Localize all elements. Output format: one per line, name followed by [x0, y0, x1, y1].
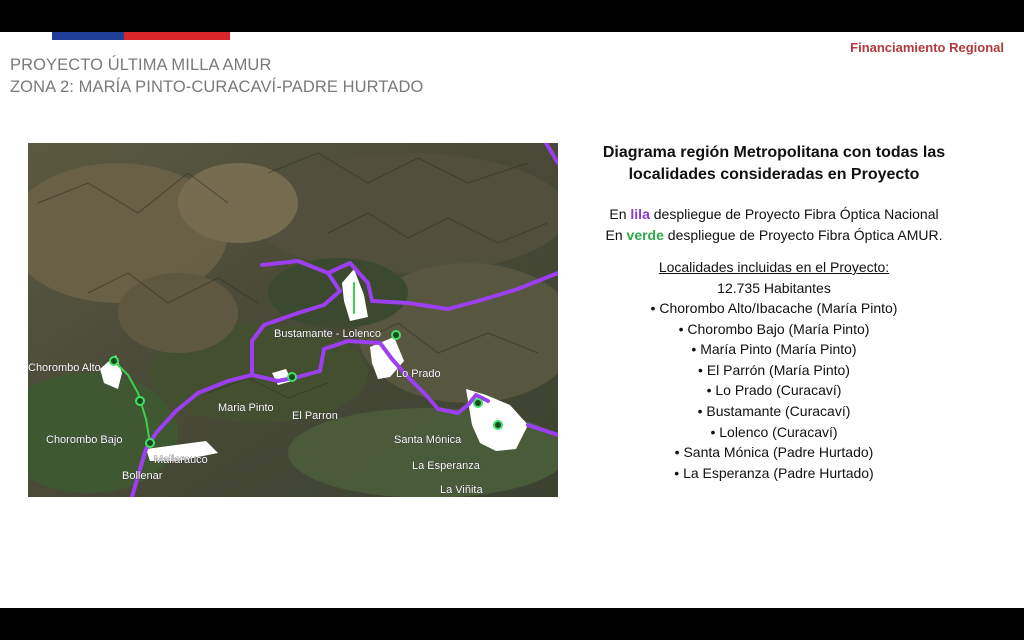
label-santa-monica: Santa Mónica: [394, 434, 462, 446]
localidades-list: [598, 298, 950, 483]
label-la-vinita: La Viñita: [440, 484, 483, 496]
list-item: • Chorombo Alto/Ibacache (María Pinto): [598, 298, 950, 319]
title-line-2: ZONA 2: MARÍA PINTO-CURACAVÍ-PADRE HURTADO: [10, 78, 424, 96]
title-line-1: PROYECTO ÚLTIMA MILLA AMUR: [10, 56, 272, 74]
legend-prefix: En: [609, 206, 631, 222]
page-title: [10, 54, 423, 98]
label-el-parron: El Parron: [292, 410, 338, 422]
marker-santa-monica: [474, 399, 482, 407]
marker-mallarauco: [146, 439, 154, 447]
label-chorombo-bajo: Chorombo Bajo: [46, 434, 123, 446]
list-item: • Lolenco (Curacaví): [598, 422, 950, 443]
legend-description: [598, 204, 950, 245]
label-bollenar: Bollenar: [122, 470, 163, 482]
flag-stripe-blue: [52, 32, 124, 40]
label-la-esperanza: La Esperanza: [412, 460, 480, 472]
list-item: • María Pinto (María Pinto): [598, 339, 950, 360]
marker-chorombo-bajo: [136, 397, 144, 405]
legend-lila-word: lila: [630, 206, 650, 222]
label-chorombo-alto: Chorombo Alto: [28, 362, 101, 374]
flag-stripe-red: [124, 32, 230, 40]
label-mallarauco: Mallarauco: [154, 454, 208, 466]
label-bustamante-lolenco: Bustamante - Lolenco: [274, 328, 382, 340]
legend-line-verde: [598, 225, 950, 246]
legend-verde-text: despliegue de Proyecto Fibra Óptica AMUR.: [663, 226, 943, 243]
list-item: • Lo Prado (Curacaví): [598, 380, 950, 401]
satellite-map: [28, 143, 558, 497]
label-lo-prado: Lo Prado: [396, 368, 441, 380]
legend-prefix: En: [605, 226, 627, 243]
marker-lo-prado: [392, 331, 400, 339]
marker-chorombo-alto: [110, 357, 118, 365]
label-maria-pinto: Maria Pinto: [218, 402, 274, 414]
habitantes-count: 12.735 Habitantes: [717, 279, 831, 296]
info-panel: [598, 142, 950, 483]
list-item: • Chorombo Bajo (María Pinto): [598, 319, 950, 340]
info-heading: Diagrama región Metropolitana con todas las localidades consideradas en Proyecto: [602, 144, 946, 183]
marker-la-esperanza: [494, 421, 502, 429]
localidades-title: Localidades incluidas en el Proyecto:: [658, 259, 890, 275]
list-item: • La Esperanza (Padre Hurtado): [598, 463, 950, 484]
legend-verde-word: verde: [626, 226, 664, 243]
legend-line-lila: [598, 204, 950, 225]
list-item: • Santa Mónica (Padre Hurtado): [598, 442, 950, 463]
brand-label: Financiamiento Regional: [850, 40, 1004, 55]
bottom-letterbox: [0, 608, 1024, 640]
list-item: • Bustamante (Curacaví): [598, 401, 950, 422]
list-item: • El Parrón (María Pinto): [598, 360, 950, 381]
legend-lila-text: despliegue de Proyecto Fibra Óptica Nacional: [649, 206, 939, 222]
slide: [0, 32, 1024, 608]
marker-el-parron: [288, 373, 296, 381]
